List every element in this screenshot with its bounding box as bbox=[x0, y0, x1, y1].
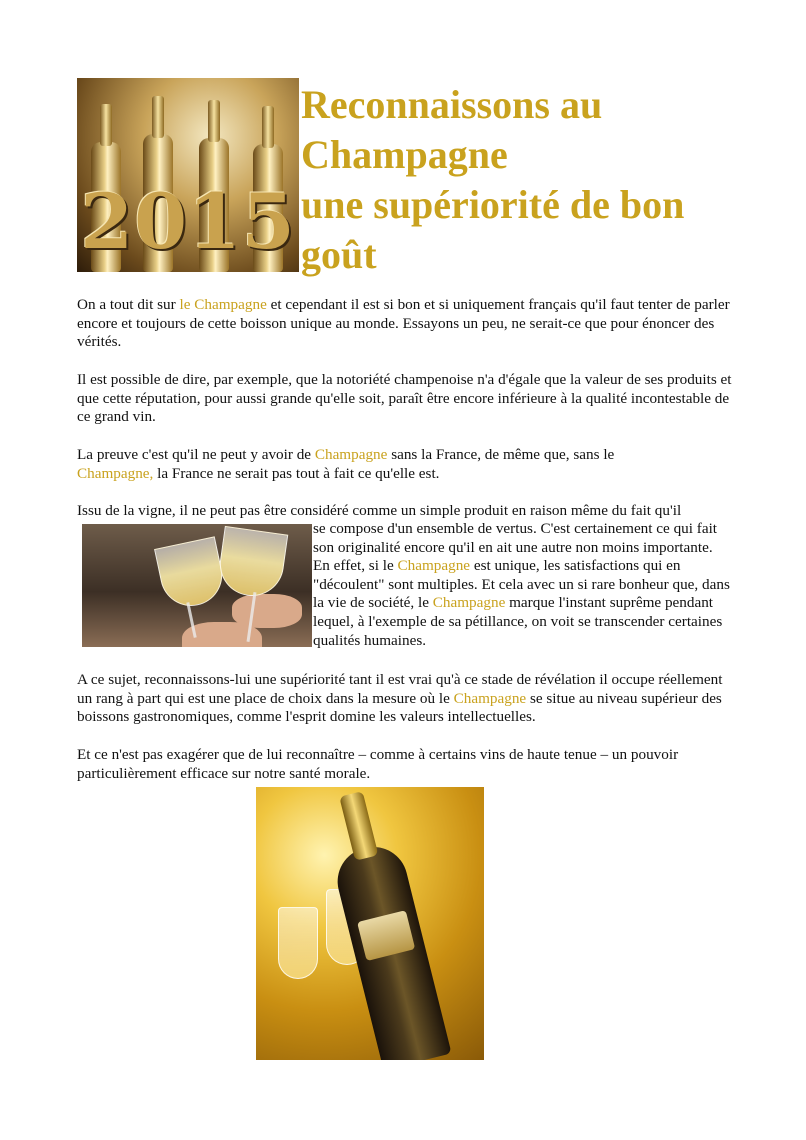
page-title bbox=[301, 80, 771, 280]
champagne-link[interactable]: le Champagne bbox=[179, 296, 267, 313]
text: se situe au niveau supérieur des boissons gastronomiques, comme l'esprit domine les valeurs intellectuelles. bbox=[77, 689, 722, 726]
glass-icon bbox=[154, 536, 228, 611]
paragraph-5 bbox=[77, 671, 737, 727]
champagne-link[interactable]: Champagne bbox=[453, 689, 527, 707]
text: marque l'instant suprême pendant lequel, à l'exemple de sa pétillance, on voit se transcender certaines qualités humaines. bbox=[313, 594, 723, 649]
flute-icon bbox=[278, 907, 318, 979]
image-year-text: 2015 bbox=[80, 177, 296, 266]
title-line: une supériorité de bon bbox=[301, 182, 685, 227]
paragraph-4-lead: Issu de la vigne, il ne peut pas être considéré comme un simple produit en raison même du fait qu'il bbox=[77, 502, 682, 519]
text: et cependant il est si bon et si uniquement français qu'il faut tenter de parler encore et toujours de cette boisson unique au monde. Essayons un peu, ne serait-ce que pour énoncer des vérités. bbox=[77, 296, 730, 351]
text: On a tout dit sur bbox=[77, 296, 180, 313]
title-line: Champagne bbox=[301, 132, 508, 177]
champagne-bottle-image bbox=[256, 787, 484, 1060]
champagne-link[interactable]: Champagne, bbox=[77, 464, 154, 482]
paragraph-3 bbox=[77, 446, 737, 483]
champagne-link[interactable]: Champagne bbox=[432, 594, 506, 612]
text: est unique, les satisfactions qui en "découlent" sont multiples. Et cela avec un si rare bonheur que, dans la vie de société, le bbox=[313, 557, 730, 612]
champagne-link[interactable]: Champagne bbox=[397, 557, 471, 575]
champagne-toast-image bbox=[82, 524, 312, 647]
text: La preuve c'est qu'il ne peut y avoir de bbox=[77, 446, 315, 463]
champagne-2015-image bbox=[77, 78, 299, 272]
bottle-label bbox=[357, 910, 415, 961]
title-line: Reconnaissons au bbox=[301, 82, 603, 127]
champagne-link[interactable]: Champagne bbox=[314, 446, 388, 463]
glass-icon bbox=[216, 526, 289, 600]
paragraph-2: Il est possible de dire, par exemple, que la notoriété champenoise n'a d'égale que la valeur de ses produits et que cette réputation, pour aussi grande qu'elle soit, paraît être encore inférieure à la qualité incontestable de ce grand vin. bbox=[77, 371, 732, 426]
paragraph-4-wrapped bbox=[313, 520, 733, 650]
hand-shape bbox=[232, 594, 302, 628]
text: la France ne serait pas tout à fait ce qu'elle est. bbox=[153, 464, 440, 482]
paragraph-6: Et ce n'est pas exagérer que de lui reconnaître – comme à certains vins de haute tenue – un pouvoir particulièrement efficace sur notre santé morale. bbox=[77, 746, 679, 782]
paragraph-1 bbox=[77, 296, 737, 352]
text: A ce sujet, reconnaissons-lui une supériorité tant il est vrai qu'à ce stade de révélation il occupe réellement un rang à part qui est une place de choix dans la mesure où le bbox=[77, 671, 723, 707]
text: sans la France, de même que, sans le bbox=[387, 446, 615, 463]
text: se compose d'un ensemble de vertus. C'est certainement ce qui fait son originalité encore qu'il en ait une autre non moins importante. En effet, si le bbox=[313, 520, 718, 575]
title-line: goût bbox=[301, 232, 377, 277]
